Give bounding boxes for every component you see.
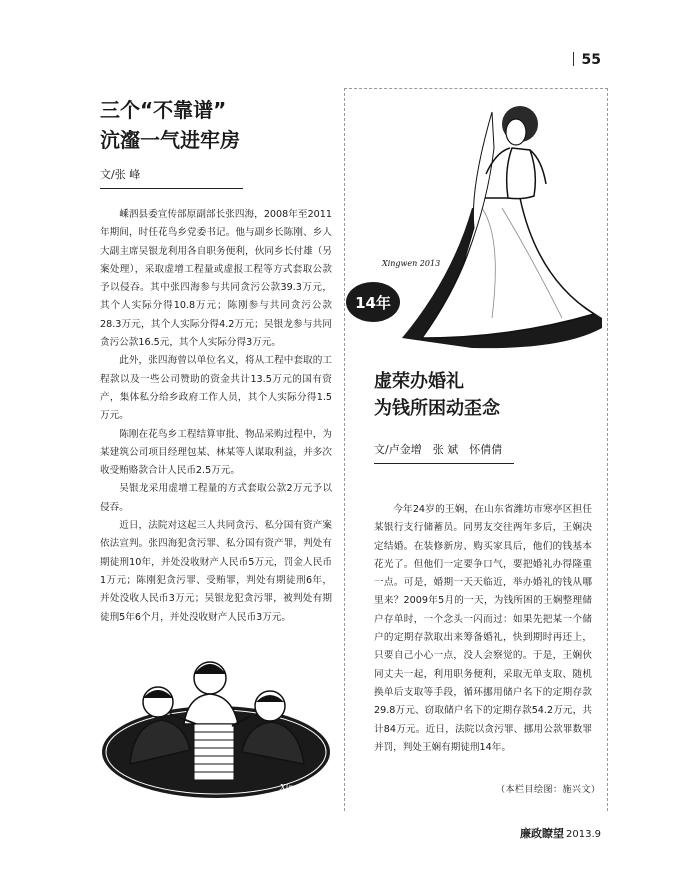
article1-body: [100, 206, 332, 627]
article1-title: [100, 95, 240, 155]
bride-illustration: [362, 88, 602, 350]
article2-byline: 文/卢金增 张 斌 怀倩倩: [374, 443, 503, 456]
page-number: 55: [573, 52, 601, 68]
article2-title-line1: 虚荣办婚礼: [374, 371, 464, 392]
article2-body: [374, 501, 592, 757]
article1-paragraph: 此外，张四海曾以单位名义，将从工程中套取的工程款以及一些公司赞助的资金共计13.5万元的国有资产，集体私分给乡政府工作人员，其个人实际分得1.5万元。: [100, 355, 332, 422]
bride-signature: Xingwen 2013: [382, 259, 441, 268]
article2-byline-rule: [374, 463, 514, 464]
table-signature: Xingwen 2013: [280, 783, 339, 792]
illustration-credit: （本栏目绘图：施兴文）: [496, 785, 601, 795]
article1-byline: 文/张 峰: [100, 168, 141, 181]
article1-paragraph: 近日，法院对这起三人共同贪污、私分国有资产案依法宣判。张四海犯贪污罪、私分国有资产罪，判处有期徒刑10年，并处没收财产人民币5万元，罚金人民币1万元；陈刚犯贪污罪、受贿罪，判处有期徒刑6年，并处没收人民币3万元；吴银龙犯贪污罪，被判处有期徒刑5年6个月，并处没收财产人民币3万元。: [100, 520, 332, 623]
article1-title-line2: 沆瀣一气进牢房: [100, 128, 240, 152]
article1-paragraph: 吴银龙采用虚增工程量的方式套取公款2万元予以侵吞。: [100, 483, 332, 513]
magazine-name: 廉政瞭望: [520, 827, 564, 840]
article1-paragraph: 嵊泗县委宣传部原副部长张四海，2008年至2011年期间，时任花鸟乡党委书记。他与副乡长陈刚、乡人大副主席吴银龙利用各自职务便利，伙同乡长付雄（另案处理），采取虚增工程量或虚报工程等方式套取公款予以侵吞。其中张四海参与共同贪污公款39.3万元，其个人实际分得10.8万元；陈刚参与共同贪污公款28.3万元，其个人实际分得4.2万元；吴银龙参与共同贪污公款16.5元，其个人实际分得3万元。: [100, 209, 332, 349]
years-badge: 14年: [346, 282, 400, 322]
article2-title-line2: 为钱所困动歪念: [374, 398, 500, 419]
article1-byline-rule: [100, 188, 243, 189]
article2-title: [374, 368, 500, 422]
article1-title-line1: 三个“不靠谱”: [100, 98, 227, 122]
issue-date: 2013.9: [566, 829, 601, 840]
article2-paragraph: 今年24岁的王娴，在山东省潍坊市寒亭区担任某银行支行储蓄员。同男友交往两年多后，王娴决定结婚。在装修新房、购买家具后，他们的钱基本花光了。但他们一定要争口气，要把婚礼办得隆重一点。可是，婚期一天天临近，举办婚礼的钱从哪里来？2009年5月的一天，为钱所困的王娴整理储户存单时，一个念头一闪而过：如果先把某一个储户的定期存款取出来筹备婚礼，快到期时再还上，只要自己小心一点，没人会察觉的。于是，王娴伙同丈夫一起，利用职务便利，采取无单支取、随机换单后支取等手段，循环挪用储户名下的定期存款29.8万元、窃取储户名下的定期存款54.2万元，共计84万元。近日，法院以贪污罪、挪用公款罪数罪并罚，判处王娴有期徒刑14年。: [374, 504, 592, 753]
footer: [520, 825, 601, 841]
three-men-illustration: [100, 640, 339, 800]
article1-paragraph: 陈刚在花鸟乡工程结算审批、物品采购过程中，为某建筑公司项目经理包某、林某等人谋取利益，并多次收受贿赂款合计人民币2.5万元。: [100, 428, 332, 477]
